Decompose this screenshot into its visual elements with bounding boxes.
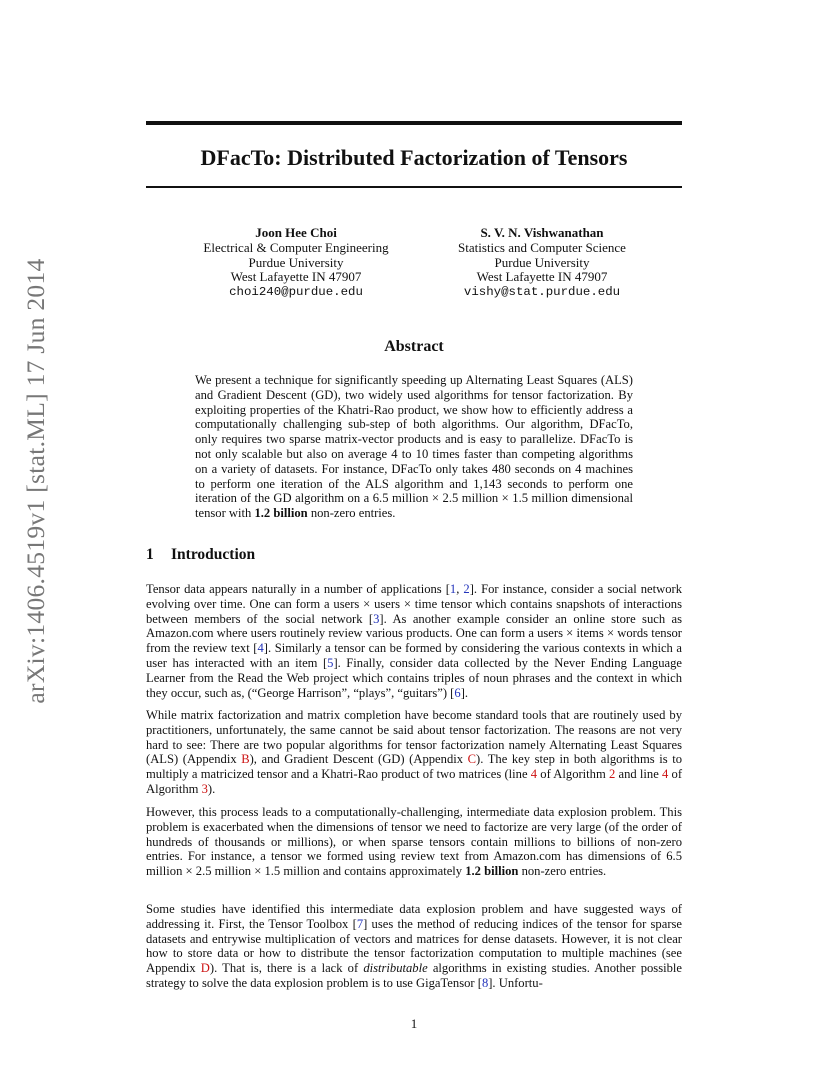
paragraph-text: and line	[615, 767, 663, 782]
paragraph-text: ]. Unfortu-	[488, 975, 543, 990]
paragraph-text: However, this process leads to a computationally-challenging, intermediate data explosion problem. This problem is exacerbated when the dimensions of tensor we need to factorize are very large (of the order of hundreds of thousands or millions), or when sparse tensors contain millions to billions of non-zero entries. For instance, a tensor we formed using review text from Amazon.com has dimensions of 6.5 million × 2.5 million × 1.5 million and contains approximately	[146, 805, 682, 879]
paragraph-text: ]. For instance, consider a social network evolving over time. One can form a users × users × time tensor which contains snapshots of interactions between members of the social network [	[146, 582, 683, 626]
line-ref-link[interactable]: 4	[530, 767, 538, 782]
abstract-bold-figure: 1.2 billion	[254, 506, 308, 521]
abstract-text-part: non-zero entries.	[307, 506, 396, 521]
paragraph-text: ]. Similarly a tensor can be formed by considering the various contexts in which a user has interacted with an item [	[146, 641, 682, 670]
author-email: choi240@purdue.edu	[229, 285, 363, 300]
paragraph-text: ). The key step in both algorithms is to multiply a matricized tensor and a Khatri-Rao product of two matrices (line	[146, 752, 682, 782]
author-email: vishy@stat.purdue.edu	[463, 285, 621, 300]
citation-link[interactable]: 4	[257, 641, 264, 656]
author-name: S. V. N. Vishwanathan	[480, 225, 604, 240]
intro-paragraph-4	[146, 902, 682, 991]
bold-figure: 1.2 billion	[465, 864, 519, 879]
author-university: Purdue University	[494, 254, 590, 270]
author-department: Statistics and Computer Science	[458, 239, 626, 255]
paragraph-text: ,	[456, 582, 464, 596]
citation-link[interactable]: 6	[454, 685, 461, 700]
section-title: Introduction	[171, 546, 256, 563]
page-number: 1	[410, 1016, 418, 1031]
title-top-rule	[146, 121, 682, 125]
paragraph-text: ), and Gradient Descent (GD) (Appendix	[249, 752, 468, 767]
algorithm-ref-link[interactable]: 3	[201, 781, 208, 796]
title-bottom-rule	[146, 186, 682, 188]
arxiv-identifier-text: arXiv:1406.4519v1 [stat.ML] 17 Jun 2014	[21, 258, 50, 704]
author-city: West Lafayette IN 47907	[476, 269, 608, 285]
paragraph-text: non-zero entries.	[518, 864, 607, 879]
author-block-1	[178, 226, 414, 300]
citation-link[interactable]: 2	[463, 582, 470, 596]
citation-link[interactable]: 1	[449, 582, 457, 596]
paragraph-text: ).	[207, 781, 216, 796]
section-number: 1	[146, 546, 154, 563]
section-heading	[146, 546, 255, 564]
appendix-link[interactable]: C	[467, 752, 477, 767]
paragraph-text: ].	[460, 685, 469, 700]
author-department: Electrical & Computer Engineering	[203, 239, 389, 255]
author-block-2	[422, 226, 662, 300]
author-city: West Lafayette IN 47907	[230, 269, 362, 285]
paragraph-text: ). That is, there is a lack of	[209, 961, 364, 976]
author-name: Joon Hee Choi	[255, 225, 337, 240]
appendix-link[interactable]: D	[200, 961, 210, 976]
paragraph-text: While matrix factorization and matrix completion have become standard tools that are routinely used by practitioners, unfortunately, the same cannot be said about tensor factorization. The reasons are not very hard to see: There are two popular algorithms for tensor factorization namely Alternating Least Squares (ALS) (Appendix	[146, 708, 682, 767]
citation-link[interactable]: 5	[327, 655, 334, 670]
appendix-link[interactable]: B	[241, 752, 250, 767]
paragraph-text: Tensor data appears naturally in a number of applications [	[146, 582, 450, 596]
intro-paragraph-3	[146, 805, 682, 879]
emphasized-word: distributable	[363, 961, 428, 976]
intro-paragraph-2	[146, 708, 682, 797]
citation-link[interactable]: 8	[481, 975, 489, 990]
paragraph-text: ] uses the method of reducing indices of the tensor for sparse datasets and entrywise multiplication of vectors and matrices for dense datasets. However, it is not clear how to store data or how to distribute the tensor factorization computation to multiple machines (see Appendix	[146, 916, 683, 976]
author-university: Purdue University	[248, 254, 344, 270]
paragraph-text: of Algorithm	[537, 767, 609, 782]
paragraph-text: Some studies have identified this intermediate data explosion problem and have suggested ways of addressing it. First, the Tensor Toolbox [	[146, 902, 682, 931]
arxiv-identifier-stamp	[0, 0, 70, 1072]
line-ref-link[interactable]: 4	[662, 767, 669, 782]
paper-title: DFacTo: Distributed Factorization of Tensors	[200, 145, 628, 170]
paragraph-text: algorithms in existing studies. Another possible strategy to solve the data explosion problem is to use GigaTensor [	[146, 961, 682, 990]
citation-link[interactable]: 7	[356, 916, 364, 931]
algorithm-ref-link[interactable]: 2	[609, 767, 616, 782]
paragraph-text: ]. Finally, consider data collected by the Never Ending Language Learner from the Read the Web project which contains triples of noun phrases and the context in which they occur, such as, (“George Harrison”, “plays”, “guitars”) [	[146, 655, 682, 700]
citation-link[interactable]: 3	[373, 611, 380, 626]
paragraph-text: of Algorithm	[146, 767, 683, 796]
abstract-text-part: We present a technique for significantly speeding up Alternating Least Squares (ALS) and Gradient Descent (GD), two widely used algorithms for tensor factorization. By exploiting properties of the Khatri-Rao product, we show how to efficiently address a computationally challenging sub-step of both algorithms. Our algorithm, DFacTo, only requires two sparse matrix-vector products and is easy to parallelize. DFacTo is not only scalable but also on average 4 to 10 times faster than competing algorithms on a variety of datasets. For instance, DFacTo only takes 480 seconds on 4 machines to perform one iteration of the ALS algorithm and 1,143 seconds to perform one iteration of the GD algorithm on a 6.5 million × 2.5 million × 1.5 million dimensional tensor with	[195, 373, 633, 521]
abstract-text	[195, 373, 633, 521]
paragraph-text: ]. As another example consider an online store such as Amazon.com where users routinely review various products. One can form a users × items × words tensor from the review text [	[146, 611, 682, 656]
abstract-heading: Abstract	[384, 338, 444, 355]
intro-paragraph-1	[146, 582, 682, 700]
